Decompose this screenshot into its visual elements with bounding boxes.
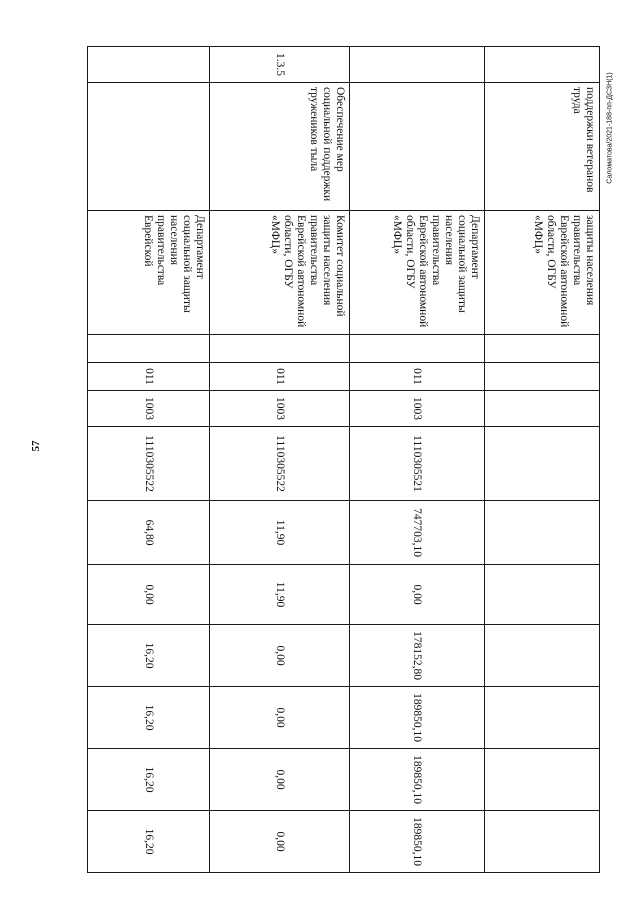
cell-csr: 1110305522 (88, 427, 210, 501)
cell-executor: Департамент социальной защиты населения правительства Еврейской (88, 211, 210, 335)
page-number: 57 (30, 440, 42, 452)
cell-value-2: 0,00 (350, 565, 485, 625)
cell-value-1: 64,80 (88, 501, 210, 565)
cell-value-3: 178152,80 (350, 625, 485, 687)
table-row (485, 47, 600, 873)
cell-value-6: 189850,10 (350, 811, 485, 873)
cell-value-5: 16,20 (88, 749, 210, 811)
cell-executor: защиты населения правительства Еврейской автономной области, ОГБУ «МФЦ» (485, 211, 600, 335)
cell-number: 1.3.5 (210, 47, 350, 83)
cell-value-6 (485, 811, 600, 873)
cell-grbs: 011 (210, 363, 350, 391)
cell-measure (88, 83, 210, 211)
cell-extra (485, 335, 600, 363)
cell-measure: поддержки ветеранов труда (485, 83, 600, 211)
cell-value-6: 0,00 (210, 811, 350, 873)
cell-value-4 (485, 687, 600, 749)
cell-rz: 1003 (210, 391, 350, 427)
cell-measure: Обеспечение мер социальной поддержки тружеников тыла (210, 83, 350, 211)
cell-value-1: 11,90 (210, 501, 350, 565)
cell-value-3: 0,00 (210, 625, 350, 687)
cell-value-2 (485, 565, 600, 625)
budget-table-region (88, 46, 600, 866)
cell-value-4: 189850,10 (350, 687, 485, 749)
cell-value-5: 0,00 (210, 749, 350, 811)
budget-table (87, 46, 600, 873)
cell-number (485, 47, 600, 83)
cell-grbs: 011 (350, 363, 485, 391)
table-row (88, 47, 210, 873)
cell-executor: Департамент социальной защиты населения правительства Еврейской автономной области, ОГБУ «МФЦ» (350, 211, 485, 335)
cell-value-3 (485, 625, 600, 687)
cell-csr: 1110305521 (350, 427, 485, 501)
cell-rz (485, 391, 600, 427)
cell-value-2: 11,90 (210, 565, 350, 625)
cell-csr (485, 427, 600, 501)
cell-measure (350, 83, 485, 211)
cell-rz: 1003 (88, 391, 210, 427)
cell-value-1 (485, 501, 600, 565)
table-row (350, 47, 485, 873)
cell-number (350, 47, 485, 83)
cell-rz: 1003 (350, 391, 485, 427)
cell-grbs: 011 (88, 363, 210, 391)
cell-value-5 (485, 749, 600, 811)
cell-value-5: 189850,10 (350, 749, 485, 811)
cell-value-3: 16,20 (88, 625, 210, 687)
cell-extra (350, 335, 485, 363)
cell-value-6: 16,20 (88, 811, 210, 873)
cell-value-4: 0,00 (210, 687, 350, 749)
table-row (210, 47, 350, 873)
document-code: Саломатова/2021-188-пп-ДСЗН(1) (606, 72, 614, 184)
cell-executor: Комитет социальной защиты населения правительства Еврейской автономной области, ОГБУ «МФЦ» (210, 211, 350, 335)
cell-grbs (485, 363, 600, 391)
cell-value-2: 0,00 (88, 565, 210, 625)
cell-number (88, 47, 210, 83)
cell-csr: 1110305522 (210, 427, 350, 501)
cell-extra (88, 335, 210, 363)
cell-value-4: 16,20 (88, 687, 210, 749)
cell-value-1: 747703,10 (350, 501, 485, 565)
cell-extra (210, 335, 350, 363)
